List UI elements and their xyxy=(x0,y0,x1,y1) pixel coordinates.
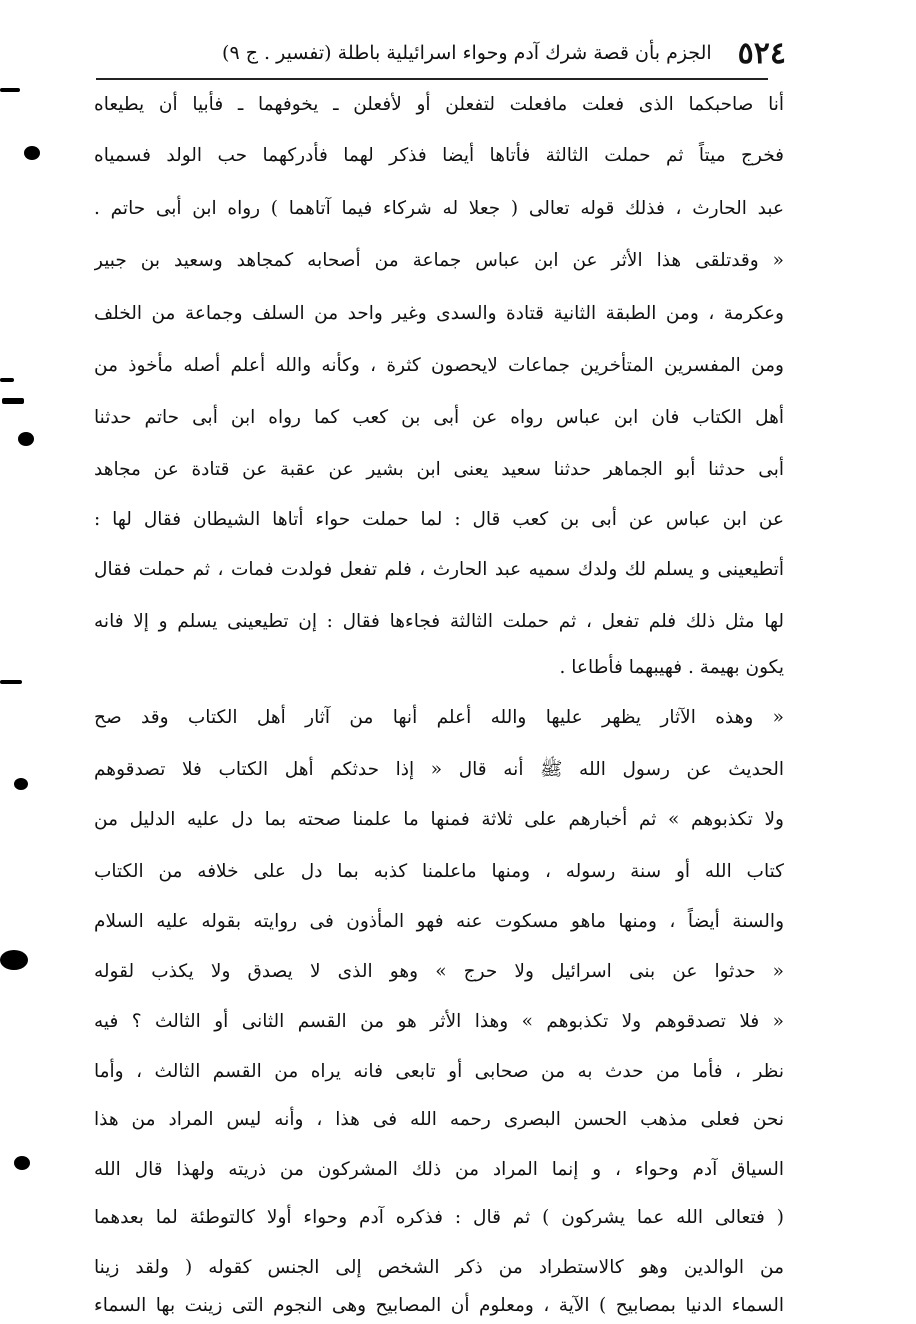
text-line: عبد الحارث ، فذلك قوله تعالى ( جعلا له شركاء فيما آتاهما ) رواه ابن أبى حاتم . xyxy=(94,198,784,219)
scan-mark xyxy=(24,146,40,160)
page-number: ٥٢٤ xyxy=(737,35,786,71)
text-line: كتاب الله أو سنة رسوله ، ومنها ماعلمنا كذبه بما دل على خلافه من الكتاب xyxy=(94,861,784,882)
text-line: ومن المفسرين المتأخرين جماعات لايحصون كثرة ، وكأنه والله أعلم أصله مأخوذ من xyxy=(94,355,784,376)
text-line: أتطيعينى و يسلم لك ولدك سميه عبد الحارث ، فلم تفعل فولدت فمات ، ثم حملت فقال xyxy=(94,559,784,580)
text-line: نظر ، فأما من حدث به من صحابى أو تابعى فانه يراه من القسم الثالث ، وأما xyxy=(94,1061,784,1082)
scan-mark xyxy=(0,378,14,382)
scan-mark xyxy=(0,88,20,92)
text-line: أبى حدثنا أبو الجماهر حدثنا سعيد يعنى ابن بشير عن عقبة عن قتادة عن مجاهد xyxy=(94,459,784,480)
text-line: « حدثوا عن بنى اسرائيل ولا حرج » وهو الذى لا يصدق ولا يكذب لقوله xyxy=(94,961,784,982)
scan-mark xyxy=(14,1156,30,1170)
text-line: وعكرمة ، ومن الطبقة الثانية قتادة والسدى وغير واحد من السلف وجماعة من الخلف xyxy=(94,303,784,324)
scan-mark xyxy=(14,778,28,790)
text-line: الحديث عن رسول الله ﷺ أنه قال « إذا حدثكم أهل الكتاب فلا تصدقوهم xyxy=(94,759,784,780)
text-line: السياق آدم وحواء ، و إنما المراد من ذلك المشركون من ذريته ولهذا قال الله xyxy=(94,1159,784,1180)
text-line: من الوالدين وهو كالاستطراد من ذكر الشخص إلى الجنس كقوله ( ولقد زينا xyxy=(94,1257,784,1278)
text-line: والسنة أيضاً ، ومنها ماهو مسكوت عنه فهو المأذون فى روايته بقوله عليه السلام xyxy=(94,911,784,932)
text-line: ولا تكذبوهم » ثم أخبارهم على ثلاثة فمنها ما علمنا صحته بما دل عليه الدليل من xyxy=(94,809,784,830)
text-line: لها مثل ذلك فلم تفعل ، ثم حملت الثالثة فجاءها فقال : إن تطيعينى يسلم و إلا فانه xyxy=(94,611,784,632)
text-line: نحن فعلى مذهب الحسن البصرى رحمه الله فى هذا ، وأنه ليس المراد من هذا xyxy=(94,1109,784,1130)
text-line: يكون بهيمة . فهيبهما فأطاعا . xyxy=(559,657,784,678)
text-line: أهل الكتاب فان ابن عباس رواه عن أبى بن كعب كما رواه ابن أبى حاتم حدثنا xyxy=(94,407,784,428)
text-line: « وهذه الآثار يظهر عليها والله أعلم أنها من آثار أهل الكتاب وقد صح xyxy=(94,707,784,728)
scan-mark xyxy=(18,432,34,446)
scan-mark xyxy=(2,398,24,404)
text-line: « وقدتلقى هذا الأثر عن ابن عباس جماعة من أصحابه كمجاهد وسعيد بن جبير xyxy=(94,250,784,271)
text-line: ( فتعالى الله عما يشركون ) ثم قال : فذكره آدم وحواء أولا كالتوطئة لما بعدهما xyxy=(94,1207,784,1228)
text-line: فخرج ميتاً ثم حملت الثالثة فأتاها أيضا فذكر لهما فأدركهما حب الولد فسمياه xyxy=(94,145,784,166)
scan-mark xyxy=(0,680,22,684)
text-line: « فلا تصدقوهم ولا تكذبوهم » وهذا الأثر هو من القسم الثانى أو الثالث ؟ فيه xyxy=(94,1011,784,1032)
header-rule xyxy=(96,78,768,80)
running-title: الجزم بأن قصة شرك آدم وحواء اسرائيلية باطلة (تفسير . ج ٩) xyxy=(222,42,712,64)
text-line: السماء الدنيا بمصابيح ) الآية ، ومعلوم أن المصابيح وهى النجوم التى زينت بها السماء xyxy=(94,1295,784,1316)
scan-mark xyxy=(0,950,28,970)
page-header xyxy=(96,30,786,76)
text-line: أنا صاحبكما الذى فعلت مافعلت لتفعلن أو لأفعلن ـ يخوفهما ـ فأبيا أن يطيعاه xyxy=(94,94,784,115)
text-line: عن ابن عباس عن أبى بن كعب قال : لما حملت حواء أتاها الشيطان فقال لها : xyxy=(94,509,784,530)
